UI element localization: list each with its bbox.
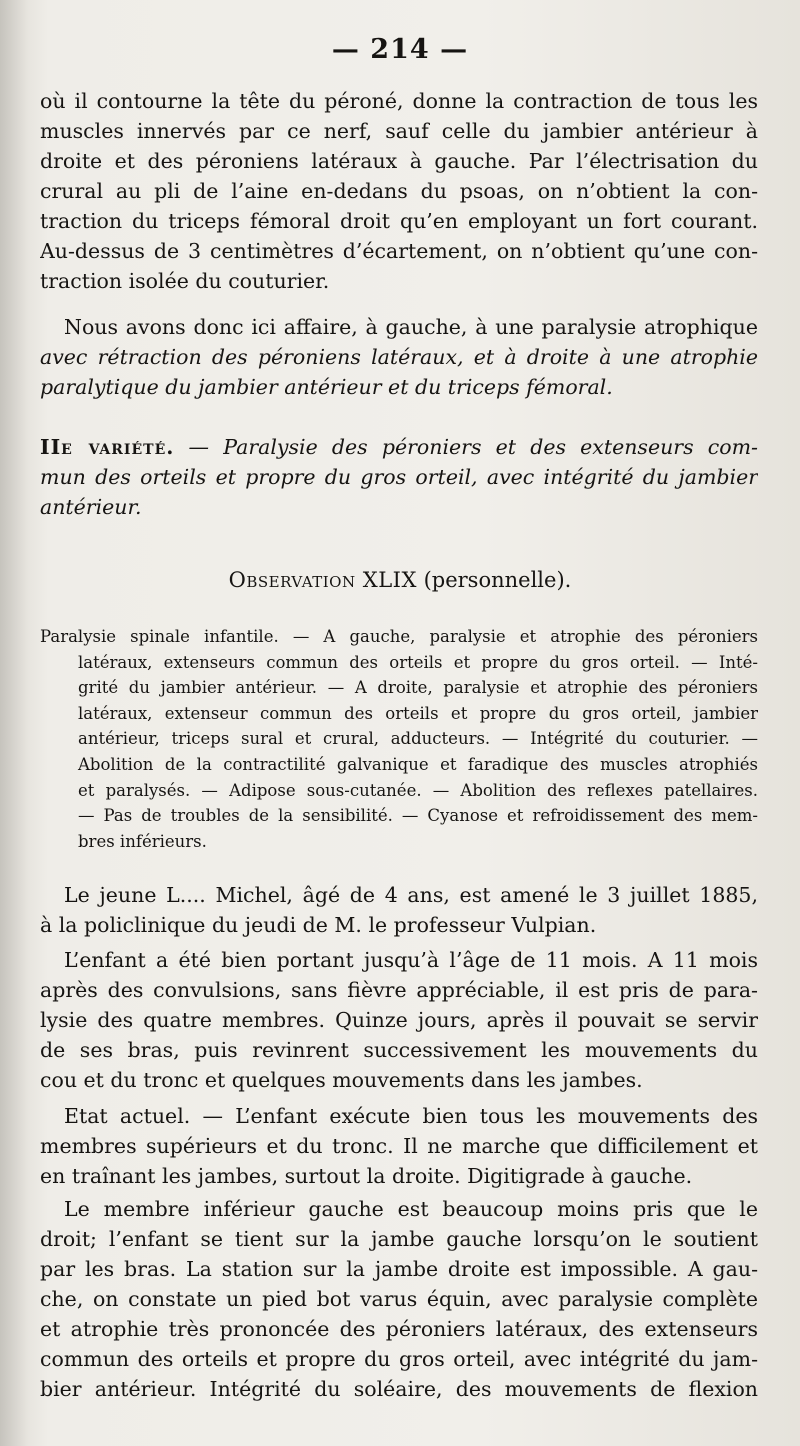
text-line: droite et des péroniens latéraux à gauche. Par l’électrisation du bbox=[40, 149, 758, 173]
paragraph-lower-limb bbox=[40, 1194, 758, 1404]
text-line: avec rétraction des péroniens latéraux, et à droite à une atrophie bbox=[40, 345, 758, 369]
observation-note: (personnelle). bbox=[416, 568, 572, 592]
summary-line: bres inférieurs. bbox=[78, 831, 207, 851]
text-line: muscles innervés par ce nerf, sauf celle du jambier antérieur à bbox=[40, 119, 758, 143]
text-line: en traînant les jambes, surtout la droite. Digitigrade à gauche. bbox=[40, 1164, 693, 1188]
observation-title bbox=[0, 568, 800, 592]
text-line: crural au pli de l’aine en-dedans du psoas, on n’obtient la con- bbox=[40, 179, 758, 203]
summary-line: latéraux, extenseur commun des orteils et propre du gros orteil, jambier bbox=[78, 703, 758, 723]
text-line: Le membre inférieur gauche est beaucoup moins pris que le bbox=[64, 1197, 758, 1221]
text-line: à la policlinique du jeudi de M. le professeur Vulpian. bbox=[40, 913, 597, 937]
text-line: Etat actuel. — L’enfant exécute bien tous les mouvements des bbox=[64, 1104, 758, 1128]
text-line: où il contourne la tête du péroné, donne la contraction de tous les bbox=[40, 89, 758, 113]
text-line: L’enfant a été bien portant jusqu’à l’âge de 11 mois. A 11 mois bbox=[64, 948, 758, 972]
text-line: antérieur. bbox=[40, 495, 142, 519]
text-line: traction du triceps fémoral droit qu’en employant un fort courant. bbox=[40, 209, 758, 233]
text-line: bier antérieur. Intégrité du soléaire, des mouvements de flexion bbox=[40, 1377, 758, 1401]
paragraph-current-state bbox=[40, 1101, 758, 1191]
summary-line: et paralysés. — Adipose sous-cutanée. — Abolition des reflexes patellaires. bbox=[78, 780, 758, 800]
text-line: droit; l’enfant se tient sur la jambe gauche lorsqu’on le soutient bbox=[40, 1227, 758, 1251]
text-line: membres supérieurs et du tronc. Il ne marche que difficilement et bbox=[40, 1134, 758, 1158]
text-line: et atrophie très prononcée des péroniers latéraux, des extenseurs bbox=[40, 1317, 758, 1341]
text-line: Le jeune L.... Michel, âgé de 4 ans, est amené le 3 juillet 1885, bbox=[64, 883, 758, 907]
text-line: de ses bras, puis revinrent successivement les mouvements du bbox=[40, 1038, 758, 1062]
text-line: che, on constate un pied bot varus équin, avec paralysie complète bbox=[40, 1287, 758, 1311]
text-line: cou et du tronc et quelques mouvements dans les jambes. bbox=[40, 1068, 643, 1092]
paragraph-patient-intro bbox=[40, 880, 758, 940]
text-line: lysie des quatre membres. Quinze jours, après il pouvait se servir bbox=[40, 1008, 758, 1032]
text-line: après des convulsions, sans fièvre appréciable, il est pris de para- bbox=[40, 978, 758, 1002]
text-line: traction isolée du couturier. bbox=[40, 269, 330, 293]
text-line: mun des orteils et propre du gros orteil, avec intégrité du jambier bbox=[40, 465, 758, 489]
variety-text: — Paralysie des péroniers et des extenseurs com- bbox=[174, 435, 758, 459]
observation-label: Observation XLIX bbox=[228, 568, 417, 592]
paragraph-conclusion bbox=[40, 312, 758, 402]
summary-line: grité du jambier antérieur. — A droite, paralysie et atrophie des péroniers bbox=[78, 678, 758, 698]
paragraph-electrisation bbox=[40, 86, 758, 296]
text-line: commun des orteils et propre du gros orteil, avec intégrité du jam- bbox=[40, 1347, 758, 1371]
summary-line: — Pas de troubles de la sensibilité. — Cyanose et refroidissement des mem- bbox=[78, 806, 758, 826]
variety-heading bbox=[40, 432, 758, 522]
text-line: Au-dessus de 3 centimètres d’écartement, on n’obtient qu’une con- bbox=[40, 239, 758, 263]
paragraph-history bbox=[40, 945, 758, 1095]
variety-label: IIe variété. bbox=[40, 435, 175, 459]
text-line: par les bras. La station sur la jambe droite est impossible. A gau- bbox=[40, 1257, 758, 1281]
text-line: paralytique du jambier antérieur et du triceps fémoral. bbox=[40, 375, 613, 399]
summary-line: latéraux, extenseurs commun des orteils et propre du gros orteil. — Inté- bbox=[78, 652, 758, 672]
summary-line: Paralysie spinale infantile. — A gauche, paralysie et atrophie des péroniers bbox=[40, 627, 758, 646]
summary-line: antérieur, triceps sural et crural, adducteurs. — Intégrité du couturier. — bbox=[78, 729, 758, 749]
summary-line: Abolition de la contractilité galvanique et faradique des muscles atrophiés bbox=[78, 754, 758, 774]
page-number: — 214 — bbox=[331, 34, 469, 65]
observation-summary bbox=[40, 624, 758, 854]
text-line: Nous avons donc ici affaire, à gauche, à une paralysie atrophique bbox=[64, 315, 758, 339]
